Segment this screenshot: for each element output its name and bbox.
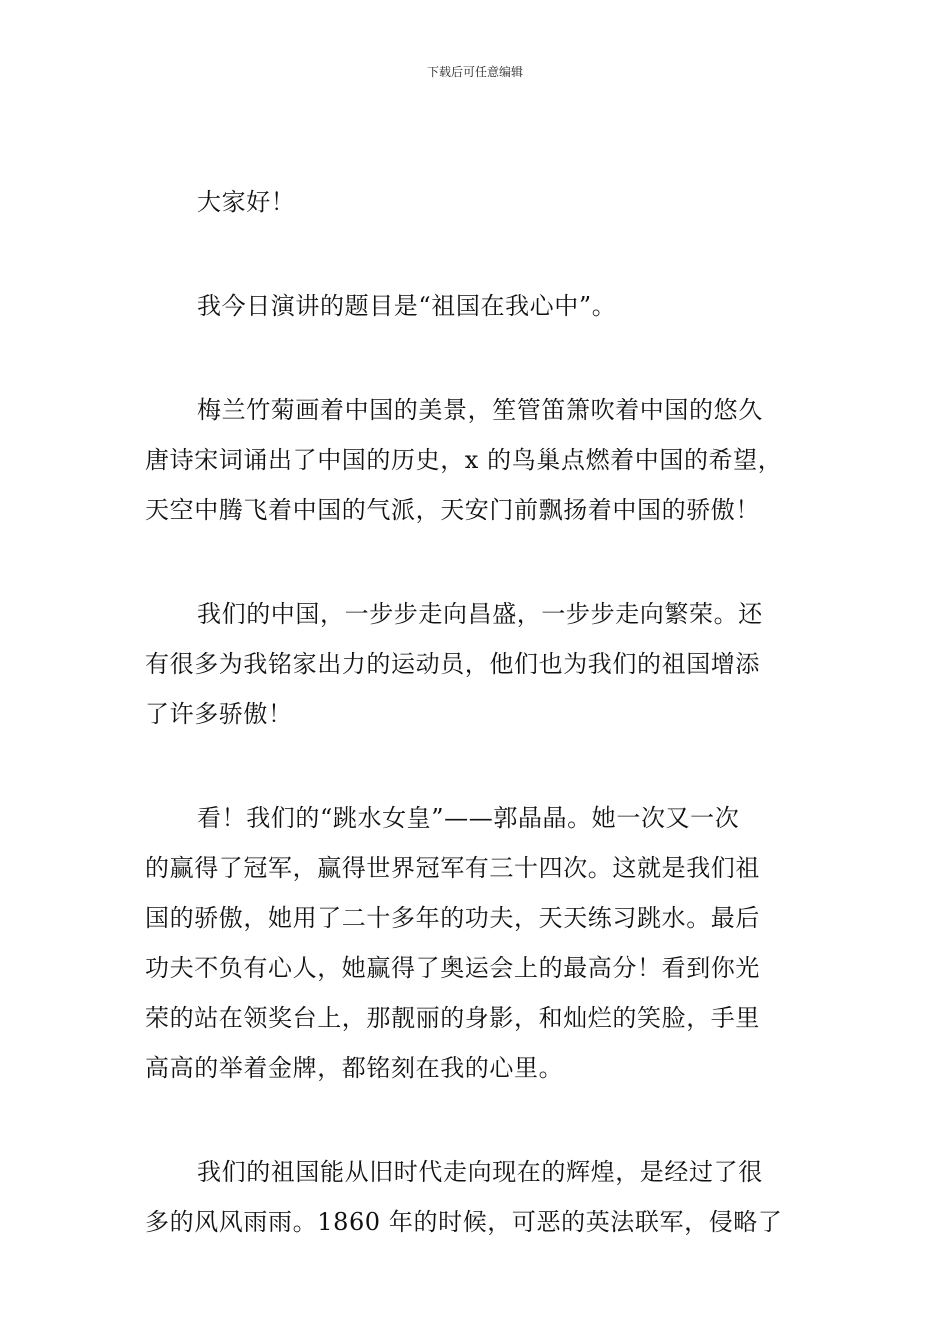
paragraph-line: 高高的举着金牌，都铭刻在我的心里。 [145, 1054, 564, 1082]
paragraph-greeting [145, 177, 807, 227]
header-note: 下载后可任意编辑 [426, 65, 523, 79]
document-body [145, 177, 807, 1301]
paragraph-history [145, 1147, 807, 1247]
paragraph-line: 天空中腾飞着中国的气派，天安门前飘扬着中国的骄傲！ [145, 496, 760, 524]
paragraph-line: 功夫不负有心人，她赢得了奥运会上的最高分！看到你光 [145, 954, 760, 982]
paragraph-line: 唐诗宋词诵出了中国的历史，x 的鸟巢点燃着中国的希望， [145, 446, 783, 474]
paragraph-line: 梅兰竹菊画着中国的美景，笙管笛箫吹着中国的悠久 [197, 396, 763, 424]
paragraph-line: 荣的站在领奖台上，那靓丽的身影，和灿烂的笑脸，手里 [145, 1004, 760, 1032]
paragraph-line: 我今日演讲的题目是“祖国在我心中”。 [197, 292, 617, 320]
paragraph-line: 看！我们的“跳水女皇”——郭晶晶。她一次又一次 [197, 804, 740, 832]
paragraph-line: 有很多为我铭家出力的运动员，他们也为我们的祖国增添 [145, 650, 760, 678]
paragraph-line: 大家好！ [197, 188, 296, 216]
paragraph-culture [145, 385, 807, 535]
paragraph-topic [145, 281, 807, 331]
paragraph-line: 了许多骄傲！ [145, 700, 293, 728]
paragraph-line: 国的骄傲，她用了二十多年的功夫，天天练习跳水。最后 [145, 904, 760, 932]
paragraph-line: 的赢得了冠军，赢得世界冠军有三十四次。这就是我们祖 [145, 854, 760, 882]
paragraph-line: 多的风风雨雨。1860 年的时候，可恶的英法联军，侵略了 [145, 1208, 783, 1236]
paragraph-prosperity [145, 589, 807, 739]
paragraph-guo-jingjing [145, 793, 807, 1093]
paragraph-line: 我们的祖国能从旧时代走向现在的辉煌，是经过了很 [197, 1158, 763, 1186]
paragraph-line: 我们的中国，一步步走向昌盛，一步步走向繁荣。还 [197, 600, 763, 628]
